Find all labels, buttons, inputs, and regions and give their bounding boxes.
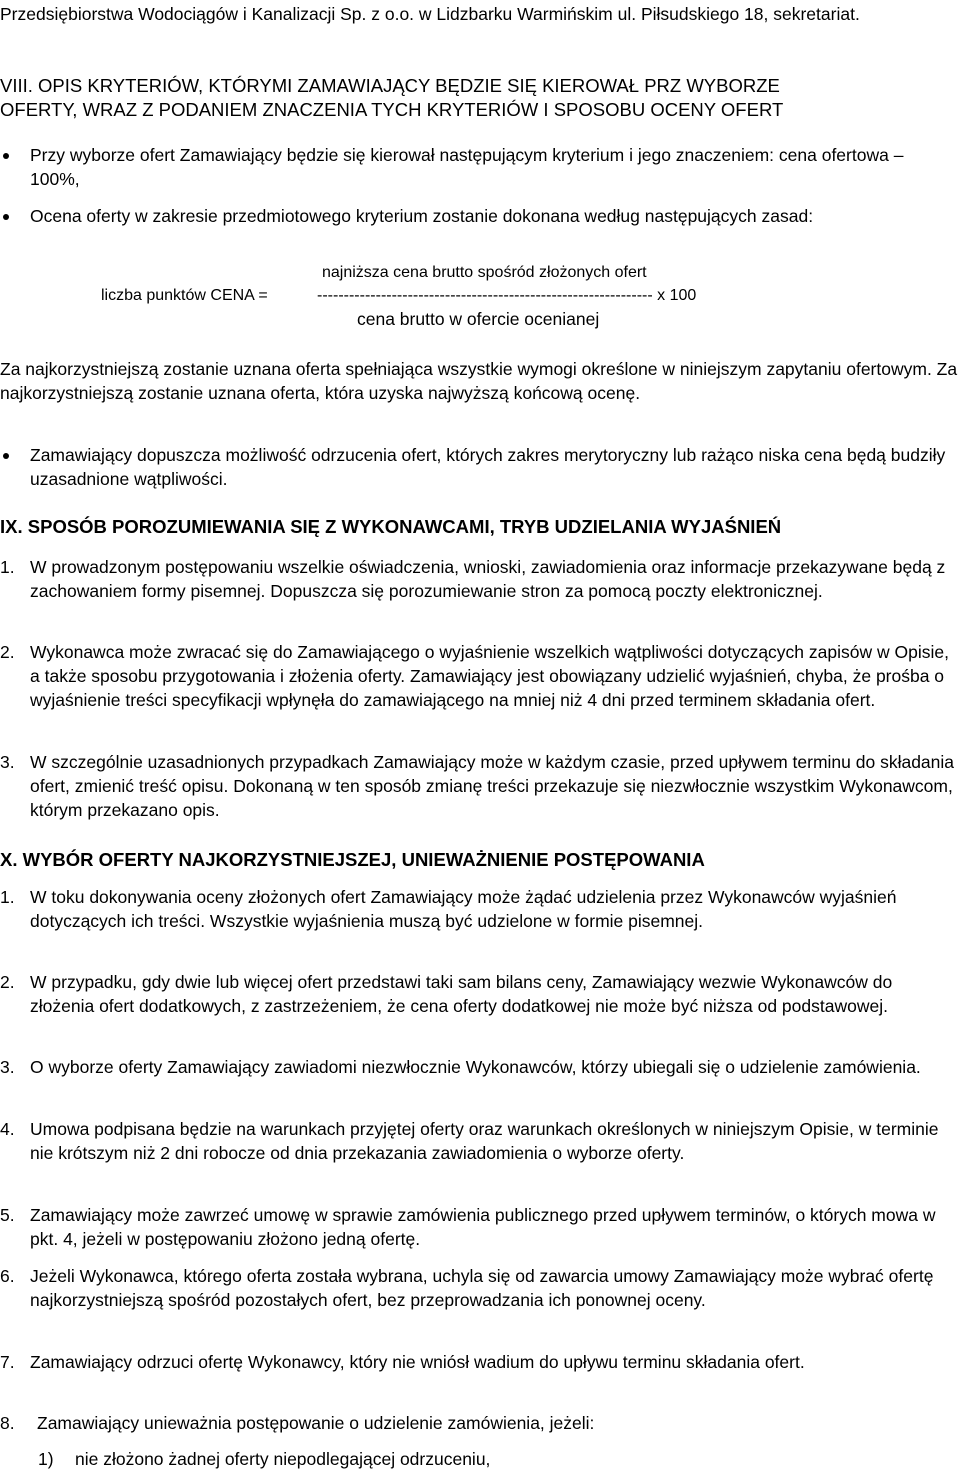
list-item-number: 4.: [0, 1119, 15, 1139]
paragraph-best-offer: Za najkorzystniejszą zostanie uznana oferta spełniająca wszystkie wymogi określone w niniejszym zapytaniu ofertowym. Za najkorzystniejszą zostanie uznana oferta, która uzyska najwyższą końcową ocenę.: [0, 359, 958, 403]
formula-numerator: najniższa cena brutto spośród złożonych ofert: [322, 264, 647, 281]
bullet-text: Zamawiający dopuszcza możliwość odrzucenia ofert, których zakres merytoryczny lub rażąco niska cena będą budziły uzasadnione wątpliwości.: [30, 445, 946, 489]
list-item-number: 6.: [0, 1266, 15, 1286]
list-item-text: Zamawiający odrzuci ofertę Wykonawcy, który nie wniósł wadium do upływu terminu składania ofert.: [30, 1352, 805, 1372]
list-item-number: 5.: [0, 1205, 15, 1225]
list-item-number: 2.: [0, 972, 15, 992]
list-item-text: Jeżeli Wykonawca, którego oferta została wybrana, uchyla się od zawarcia umowy Zamawiający może wybrać ofertę najkorzystniejszą spośród pozostałych ofert, bez przeprowadzania ich ponownej oceny.: [30, 1266, 934, 1310]
list-item-number: 1.: [0, 887, 15, 907]
sub-list-item-text: nie złożono żadnej oferty niepodlegającej odrzuceniu,: [75, 1449, 491, 1469]
list-item-number: 1.: [0, 557, 15, 577]
formula-denominator: cena brutto w ofercie ocenianej: [357, 309, 600, 329]
list-item-number: 2.: [0, 642, 15, 662]
bullet-icon: [3, 153, 9, 159]
list-item-text: Zamawiający unieważnia postępowanie o udzielenie zamówienia, jeżeli:: [37, 1413, 595, 1433]
list-item-text: W toku dokonywania oceny złożonych ofert Zamawiający może żądać udzielenia przez Wykonawców wyjaśnień dotyczących ich treści. Wszystkie wyjaśnienia muszą być udzielone w formie pisemnej.: [30, 887, 897, 931]
sub-list-item-number: 1): [38, 1449, 54, 1469]
list-item-number: 3.: [0, 752, 15, 772]
list-item-text: W przypadku, gdy dwie lub więcej ofert przedstawi taki sam bilans ceny, Zamawiający wezwie Wykonawców do złożenia ofert dodatkowych, z zastrzeżeniem, że cena oferty dodatkowej nie może być niższa od podstawowej.: [30, 972, 893, 1016]
list-item-number: 8.: [0, 1413, 15, 1433]
formula-fraction-line: --------------------------------------------------------------- x 100: [317, 287, 697, 304]
bullet-icon: [3, 214, 9, 220]
section-8-title-line-2: OFERTY, WRAZ Z PODANIEM ZNACZENIA TYCH KRYTERIÓW I SPOSOBU OCENY OFERT: [0, 99, 784, 120]
list-item-text: O wyborze oferty Zamawiający zawiadomi niezwłocznie Wykonawców, którzy ubiegali się o udzielenie zamówienia.: [30, 1057, 921, 1077]
list-item-number: 3.: [0, 1057, 15, 1077]
section-8-title-line-1: VIII. OPIS KRYTERIÓW, KTÓRYMI ZAMAWIAJĄCY BĘDZIE SIĘ KIEROWAŁ PRZ WYBORZE: [0, 75, 780, 96]
bullet-text: Przy wyborze ofert Zamawiający będzie się kierował następującym kryterium i jego znaczeniem: cena ofertowa – 100%,: [30, 145, 904, 189]
list-item-text: W szczególnie uzasadnionych przypadkach Zamawiający może w każdym czasie, przed upływem terminu do składania ofert, zmienić treść opisu. Dokonaną w ten sposób zmianę treści przekazuje się niezwłocznie wszystkim Wykonawcom, którym przekazano opis.: [30, 752, 955, 820]
bullet-icon: [3, 453, 9, 459]
list-item-text: Zamawiający może zawrzeć umowę w sprawie zamówienia publicznego przed upływem terminów, o których mowa w pkt. 4, jeżeli w postępowaniu złożono jedną ofertę.: [30, 1205, 936, 1249]
list-item-text: Wykonawca może zwracać się do Zamawiającego o wyjaśnienie wszelkich wątpliwości dotyczących zapisów w Opisie, a także sposobu przygotowania i złożenia oferty. Zamawiający jest obowiązany udzielić wyjaśnień, chyba, że prośba o wyjaśnienie treści specyfikacji wpłynęła do zamawiającego na mniej niż 4 dni przed terminem składania ofert.: [30, 642, 949, 710]
header-line: Przedsiębiorstwa Wodociągów i Kanalizacji Sp. z o.o. w Lidzbarku Warmińskim ul. Piłsudskiego 18, sekretariat.: [0, 4, 860, 24]
list-item-number: 7.: [0, 1352, 15, 1372]
list-item-text: W prowadzonym postępowaniu wszelkie oświadczenia, wnioski, zawiadomienia oraz informacje przekazywane będą z zachowaniem formy pisemnej. Dopuszcza się porozumiewanie stron za pomocą poczty elektronicznej.: [30, 557, 946, 601]
list-item-text: Umowa podpisana będzie na warunkach przyjętej oferty oraz warunkach określonych w niniejszym Opisie, w terminie nie krótszym niż 2 dni robocze od dnia przekazania zawiadomienia o wyborze oferty.: [30, 1119, 939, 1163]
bullet-text: Ocena oferty w zakresie przedmiotowego kryterium zostanie dokonana według następujących zasad:: [30, 206, 814, 226]
section-10-title: X. WYBÓR OFERTY NAJKORZYSTNIEJSZEJ, UNIEWAŻNIENIE POSTĘPOWANIA: [0, 849, 705, 870]
section-9-title: IX. SPOSÓB POROZUMIEWANIA SIĘ Z WYKONAWCAMI, TRYB UDZIELANIA WYJAŚNIEŃ: [0, 516, 782, 537]
formula-label: liczba punktów CENA =: [101, 287, 268, 304]
